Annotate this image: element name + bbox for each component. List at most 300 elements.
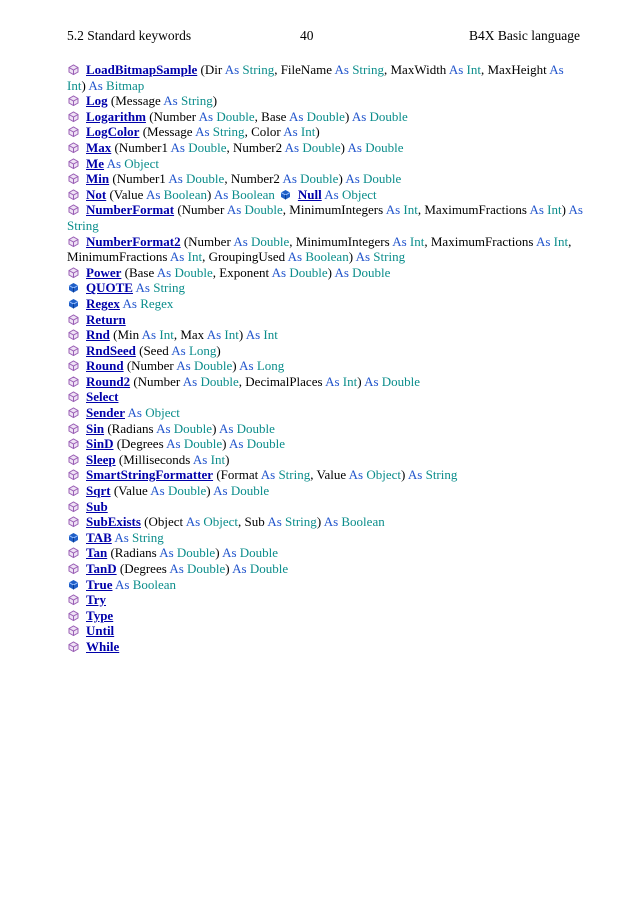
type-name: String xyxy=(212,124,245,140)
header-section-title: 5.2 Standard keywords xyxy=(67,28,192,43)
method-icon xyxy=(67,515,80,528)
keyword-link[interactable]: Regex xyxy=(86,295,120,311)
type-name: Int xyxy=(263,327,278,343)
as-keyword: As xyxy=(347,139,362,155)
type-name: Int xyxy=(187,249,203,265)
method-icon xyxy=(67,422,80,435)
keyword-link[interactable]: Max xyxy=(86,139,112,155)
as-keyword: As xyxy=(169,249,185,265)
signature-text: , Max xyxy=(173,327,207,343)
signature-text: ) xyxy=(206,483,214,499)
signature-text: ) xyxy=(225,561,233,576)
type-name: String xyxy=(132,529,164,545)
keyword-link[interactable]: Log xyxy=(86,93,108,109)
signature-text: (Radians xyxy=(104,420,157,436)
signature-text: , xyxy=(568,233,572,249)
keyword-line xyxy=(67,124,587,140)
keyword-line xyxy=(67,62,587,78)
as-keyword: As xyxy=(218,420,234,436)
header-page-number: 40 xyxy=(300,28,314,43)
keyword-line xyxy=(67,405,587,421)
as-keyword: As xyxy=(323,514,339,530)
keyword-link[interactable]: Sender xyxy=(86,405,125,421)
as-keyword: As xyxy=(156,420,171,436)
keyword-link[interactable]: Sub xyxy=(86,498,108,514)
type-name: Int xyxy=(553,233,569,249)
keyword-link[interactable]: Round xyxy=(86,358,124,374)
type-name: Int xyxy=(300,124,316,140)
as-keyword: As xyxy=(345,171,360,187)
signature-text: , Number2 xyxy=(224,171,283,187)
method-icon xyxy=(67,188,80,201)
as-keyword: As xyxy=(324,186,339,202)
type-name: String xyxy=(425,467,458,483)
as-keyword: As xyxy=(127,405,142,421)
method-icon xyxy=(67,468,80,481)
keyword-link[interactable]: SubExists xyxy=(86,514,141,530)
keyword-line xyxy=(67,343,587,359)
as-keyword: As xyxy=(282,171,297,187)
method-icon xyxy=(67,375,80,388)
constant-icon xyxy=(279,188,292,201)
method-icon xyxy=(67,453,80,466)
type-name: Regex xyxy=(140,295,174,311)
signature-text: , FileName xyxy=(274,62,335,77)
keyword-link[interactable]: Return xyxy=(86,311,126,327)
type-name: Long xyxy=(256,358,285,374)
as-keyword: As xyxy=(385,202,401,218)
signature-text: (Number xyxy=(130,373,183,389)
signature-text: (Message xyxy=(107,93,164,109)
type-name: Double xyxy=(300,171,339,187)
method-icon xyxy=(67,624,80,637)
as-keyword: As xyxy=(287,249,303,265)
keyword-link[interactable]: LoadBitmapSample xyxy=(86,62,198,77)
as-keyword: As xyxy=(334,62,349,77)
type-name: String xyxy=(180,93,213,109)
as-keyword: As xyxy=(170,139,185,155)
signature-text: ) xyxy=(212,93,218,109)
signature-text: , GroupingUsed xyxy=(202,249,288,265)
as-keyword: As xyxy=(185,514,201,530)
as-keyword: As xyxy=(176,358,191,374)
signature-text: , MaxHeight xyxy=(481,62,550,77)
as-keyword: As xyxy=(159,545,174,561)
keyword-link[interactable]: RndSeed xyxy=(86,342,136,358)
type-name: Boolean xyxy=(163,186,207,202)
keyword-link[interactable]: While xyxy=(86,638,120,654)
as-keyword: As xyxy=(348,467,364,483)
keyword-link[interactable]: Min xyxy=(86,171,110,187)
type-name: Int xyxy=(210,451,226,467)
type-name: Double xyxy=(187,561,226,576)
type-name: Double xyxy=(369,108,408,124)
signature-text: (Number xyxy=(174,202,227,218)
signature-text: ) xyxy=(315,124,320,140)
method-icon xyxy=(67,562,80,575)
signature-text: (Base xyxy=(121,264,157,280)
keyword-link[interactable]: Round2 xyxy=(86,373,131,389)
as-keyword: As xyxy=(549,62,564,77)
method-icon xyxy=(67,203,80,216)
keyword-line xyxy=(67,514,587,530)
keyword-line xyxy=(67,265,587,281)
keyword-link[interactable]: Sin xyxy=(86,420,105,436)
keyword-link[interactable]: SmartStringFormatter xyxy=(86,467,214,483)
keyword-link[interactable]: Tan xyxy=(86,545,108,561)
signature-text: ) xyxy=(348,249,356,265)
signature-text: ) xyxy=(222,436,230,452)
header-book-title: B4X Basic language xyxy=(469,28,580,43)
signature-text: ) xyxy=(401,467,408,483)
signature-text: (Radians xyxy=(107,545,160,561)
keyword-link[interactable]: Until xyxy=(86,623,115,639)
keyword-line xyxy=(67,249,587,265)
method-icon xyxy=(67,141,80,154)
type-name: Boolean xyxy=(231,186,275,202)
type-name: Double xyxy=(167,483,207,499)
keyword-link[interactable]: NumberFormat2 xyxy=(86,233,181,249)
keyword-list xyxy=(67,62,587,655)
as-keyword: As xyxy=(529,202,544,218)
signature-text: , MinimumIntegers xyxy=(289,233,393,249)
keyword-line xyxy=(67,592,587,608)
method-icon xyxy=(67,593,80,606)
as-keyword: As xyxy=(171,342,186,358)
method-icon xyxy=(67,390,80,403)
method-icon xyxy=(67,406,80,419)
signature-text: ) xyxy=(357,373,365,389)
signature-text: , Color xyxy=(244,124,284,140)
signature-text: ) xyxy=(81,77,89,93)
as-keyword: As xyxy=(233,233,248,249)
signature-text: , MaxWidth xyxy=(384,62,449,77)
type-name: Double xyxy=(173,420,213,436)
type-name: Double xyxy=(174,264,213,280)
as-keyword: As xyxy=(213,483,228,499)
method-icon xyxy=(67,125,80,138)
type-name: Int xyxy=(67,77,82,93)
signature-text: (Number xyxy=(123,358,177,374)
type-name: Int xyxy=(466,62,481,77)
signature-text: , MaximumFractions xyxy=(424,233,536,249)
signature-text: (Seed xyxy=(135,342,172,358)
type-name: Int xyxy=(403,202,418,218)
as-keyword: As xyxy=(260,467,276,483)
as-keyword: As xyxy=(271,264,287,280)
type-name: Double xyxy=(186,171,225,187)
as-keyword: As xyxy=(156,264,172,280)
keyword-line xyxy=(67,234,587,250)
signature-text: , Value xyxy=(310,467,349,483)
keyword-line xyxy=(67,530,587,546)
as-keyword: As xyxy=(568,202,583,218)
method-icon xyxy=(67,640,80,653)
type-name: Int xyxy=(547,202,562,218)
keyword-link[interactable]: Sleep xyxy=(86,451,116,467)
type-name: Boolean xyxy=(341,514,385,530)
keyword-link[interactable]: TanD xyxy=(86,561,117,576)
as-keyword: As xyxy=(283,124,298,140)
as-keyword: As xyxy=(182,373,198,389)
keyword-line xyxy=(67,280,587,296)
method-icon xyxy=(67,359,80,372)
type-name: Object xyxy=(124,155,159,171)
type-name: Int xyxy=(409,233,425,249)
signature-text: (Degrees xyxy=(113,436,167,452)
method-icon xyxy=(67,546,80,559)
signature-text: ) xyxy=(215,545,223,561)
method-icon xyxy=(67,266,80,279)
as-keyword: As xyxy=(213,186,229,202)
as-keyword: As xyxy=(355,249,371,265)
signature-text: , MaximumFractions xyxy=(417,202,530,218)
type-name: Object xyxy=(366,467,402,483)
signature-text: ) xyxy=(238,327,246,343)
keyword-line xyxy=(67,296,587,312)
signature-text: (Dir xyxy=(197,62,225,77)
constant-icon xyxy=(67,578,80,591)
signature-text: , Number2 xyxy=(226,139,285,155)
as-keyword: As xyxy=(195,124,210,140)
keyword-line xyxy=(67,109,587,125)
type-name: String xyxy=(373,249,406,265)
type-name: Object xyxy=(145,405,180,421)
as-keyword: As xyxy=(141,327,157,343)
constant-icon xyxy=(67,297,80,310)
as-keyword: As xyxy=(145,186,161,202)
keyword-line xyxy=(67,358,587,374)
as-keyword: As xyxy=(115,576,130,592)
signature-text: ) xyxy=(212,420,219,436)
signature-text: , DecimalPlaces xyxy=(238,373,326,389)
as-keyword: As xyxy=(364,373,379,389)
type-name: Bitmap xyxy=(106,77,145,93)
signature-text: , Exponent xyxy=(212,264,272,280)
signature-text: (Number xyxy=(180,233,234,249)
type-name: String xyxy=(278,467,311,483)
keyword-line xyxy=(67,93,587,109)
keyword-line xyxy=(67,499,587,515)
method-icon xyxy=(67,484,80,497)
constant-icon xyxy=(67,281,80,294)
keyword-link[interactable]: Rnd xyxy=(86,327,110,343)
signature-text: ) xyxy=(216,342,221,358)
as-keyword: As xyxy=(351,108,367,124)
as-keyword: As xyxy=(407,467,423,483)
signature-text: ) xyxy=(206,186,214,202)
as-keyword: As xyxy=(169,561,184,576)
signature-text: (Format xyxy=(213,467,261,483)
as-keyword: As xyxy=(122,295,137,311)
type-name: String xyxy=(67,217,99,233)
as-keyword: As xyxy=(192,451,208,467)
type-name: String xyxy=(285,514,317,530)
type-name: Double xyxy=(381,373,421,389)
type-name: Double xyxy=(200,373,239,389)
keyword-line xyxy=(67,608,587,624)
method-icon xyxy=(67,157,80,170)
as-keyword: As xyxy=(232,561,247,576)
signature-text: ) xyxy=(232,358,240,374)
type-name: Double xyxy=(249,561,289,576)
signature-text: (Number1 xyxy=(109,171,169,187)
as-keyword: As xyxy=(245,327,261,343)
keyword-line xyxy=(67,623,587,639)
keyword-link[interactable]: QUOTE xyxy=(86,280,133,296)
type-name: Double xyxy=(251,233,290,249)
keyword-line xyxy=(67,202,587,218)
type-name: Boolean xyxy=(305,249,349,265)
as-keyword: As xyxy=(229,436,244,452)
as-keyword: As xyxy=(288,108,304,124)
type-name: String xyxy=(242,62,275,77)
type-name: Int xyxy=(224,327,239,343)
method-icon xyxy=(67,94,80,107)
type-name: Double xyxy=(236,420,275,436)
keyword-link[interactable]: Try xyxy=(86,592,106,608)
type-name: Double xyxy=(194,358,233,374)
keyword-line xyxy=(67,218,587,234)
keyword-line xyxy=(67,452,587,468)
type-name: Double xyxy=(176,545,216,561)
signature-text: (Object xyxy=(140,514,186,530)
as-keyword: As xyxy=(284,139,300,155)
type-name: Object xyxy=(203,514,239,530)
as-keyword: As xyxy=(206,327,222,343)
signature-text: ) xyxy=(327,264,335,280)
as-keyword: As xyxy=(163,93,178,109)
method-icon xyxy=(67,235,80,248)
keyword-link[interactable]: Select xyxy=(86,389,119,405)
type-name: Double xyxy=(230,483,270,499)
keyword-link[interactable]: Not xyxy=(86,186,107,202)
type-name: Double xyxy=(183,436,223,452)
keyword-line xyxy=(67,327,587,343)
keyword-line xyxy=(67,467,587,483)
keyword-line xyxy=(67,374,587,390)
keyword-link[interactable]: Sqrt xyxy=(86,483,111,499)
as-keyword: As xyxy=(535,233,551,249)
as-keyword: As xyxy=(114,529,129,545)
as-keyword: As xyxy=(222,545,237,561)
method-icon xyxy=(67,344,80,357)
type-name: Double xyxy=(216,108,255,124)
signature-text: (Number1 xyxy=(111,139,171,155)
keyword-line xyxy=(67,140,587,156)
signature-text: ) xyxy=(344,108,352,124)
signature-text: (Value xyxy=(106,186,146,202)
type-name: String xyxy=(153,280,186,296)
keyword-link[interactable]: Power xyxy=(86,264,122,280)
type-name: Double xyxy=(246,436,286,452)
keyword-link[interactable]: Me xyxy=(86,155,105,171)
keyword-line xyxy=(67,421,587,437)
type-name: Double xyxy=(306,108,345,124)
method-icon xyxy=(67,437,80,450)
signature-text: (Number xyxy=(145,108,199,124)
keyword-link[interactable]: TAB xyxy=(86,529,112,545)
as-keyword: As xyxy=(448,62,464,77)
type-name: Double xyxy=(188,139,227,155)
type-name: Boolean xyxy=(132,576,177,592)
type-name: Double xyxy=(244,202,283,218)
type-name: Double xyxy=(239,545,279,561)
as-keyword: As xyxy=(334,264,349,280)
signature-text: , Base xyxy=(254,108,289,124)
as-keyword: As xyxy=(88,77,103,93)
as-keyword: As xyxy=(226,202,242,218)
method-icon xyxy=(67,110,80,123)
as-keyword: As xyxy=(239,358,254,374)
signature-text: (Milliseconds xyxy=(115,451,193,467)
as-keyword: As xyxy=(267,514,282,530)
keyword-link[interactable]: True xyxy=(86,576,113,592)
type-name: Long xyxy=(188,342,217,358)
keyword-line xyxy=(67,639,587,655)
as-keyword: As xyxy=(224,62,240,77)
type-name: Double xyxy=(363,171,402,187)
keyword-link[interactable]: Null xyxy=(297,186,322,202)
signature-text: , Sub xyxy=(238,514,268,530)
as-keyword: As xyxy=(166,436,181,452)
signature-text: (Message xyxy=(139,124,196,140)
keyword-line xyxy=(67,483,587,499)
type-name: Int xyxy=(342,373,358,389)
keyword-link[interactable]: Type xyxy=(86,607,114,623)
as-keyword: As xyxy=(106,155,122,171)
method-icon xyxy=(67,609,80,622)
keyword-line xyxy=(67,78,587,94)
keyword-line xyxy=(67,156,587,172)
keyword-line xyxy=(67,312,587,328)
type-name: String xyxy=(352,62,384,77)
signature-text: (Min xyxy=(109,327,142,343)
type-name: Double xyxy=(289,264,328,280)
signature-text: , MinimumIntegers xyxy=(282,202,386,218)
keyword-line xyxy=(67,577,587,593)
method-icon xyxy=(67,63,80,76)
keyword-line xyxy=(67,436,587,452)
method-icon xyxy=(67,500,80,513)
method-icon xyxy=(67,172,80,185)
type-name: Double xyxy=(302,139,341,155)
keyword-link[interactable]: SinD xyxy=(86,436,114,452)
type-name: Object xyxy=(341,186,377,202)
as-keyword: As xyxy=(135,280,150,296)
as-keyword: As xyxy=(325,373,340,389)
as-keyword: As xyxy=(392,233,407,249)
keyword-line xyxy=(67,561,587,577)
method-icon xyxy=(67,328,80,341)
keyword-line xyxy=(67,545,587,561)
as-keyword: As xyxy=(168,171,183,187)
signature-text: MinimumFractions xyxy=(67,249,170,265)
signature-text: ) xyxy=(338,171,346,187)
keyword-link[interactable]: Logarithm xyxy=(86,108,146,124)
signature-text: ) xyxy=(225,451,230,467)
type-name: Double xyxy=(352,264,391,280)
keyword-link[interactable]: NumberFormat xyxy=(86,202,175,218)
signature-text: ) xyxy=(561,202,569,218)
signature-text: (Value xyxy=(110,483,151,499)
as-keyword: As xyxy=(198,108,214,124)
type-name: Double xyxy=(365,139,404,155)
signature-text: ) xyxy=(316,514,324,530)
constant-icon xyxy=(67,531,80,544)
keyword-link[interactable]: LogColor xyxy=(86,124,140,140)
method-icon xyxy=(67,313,80,326)
